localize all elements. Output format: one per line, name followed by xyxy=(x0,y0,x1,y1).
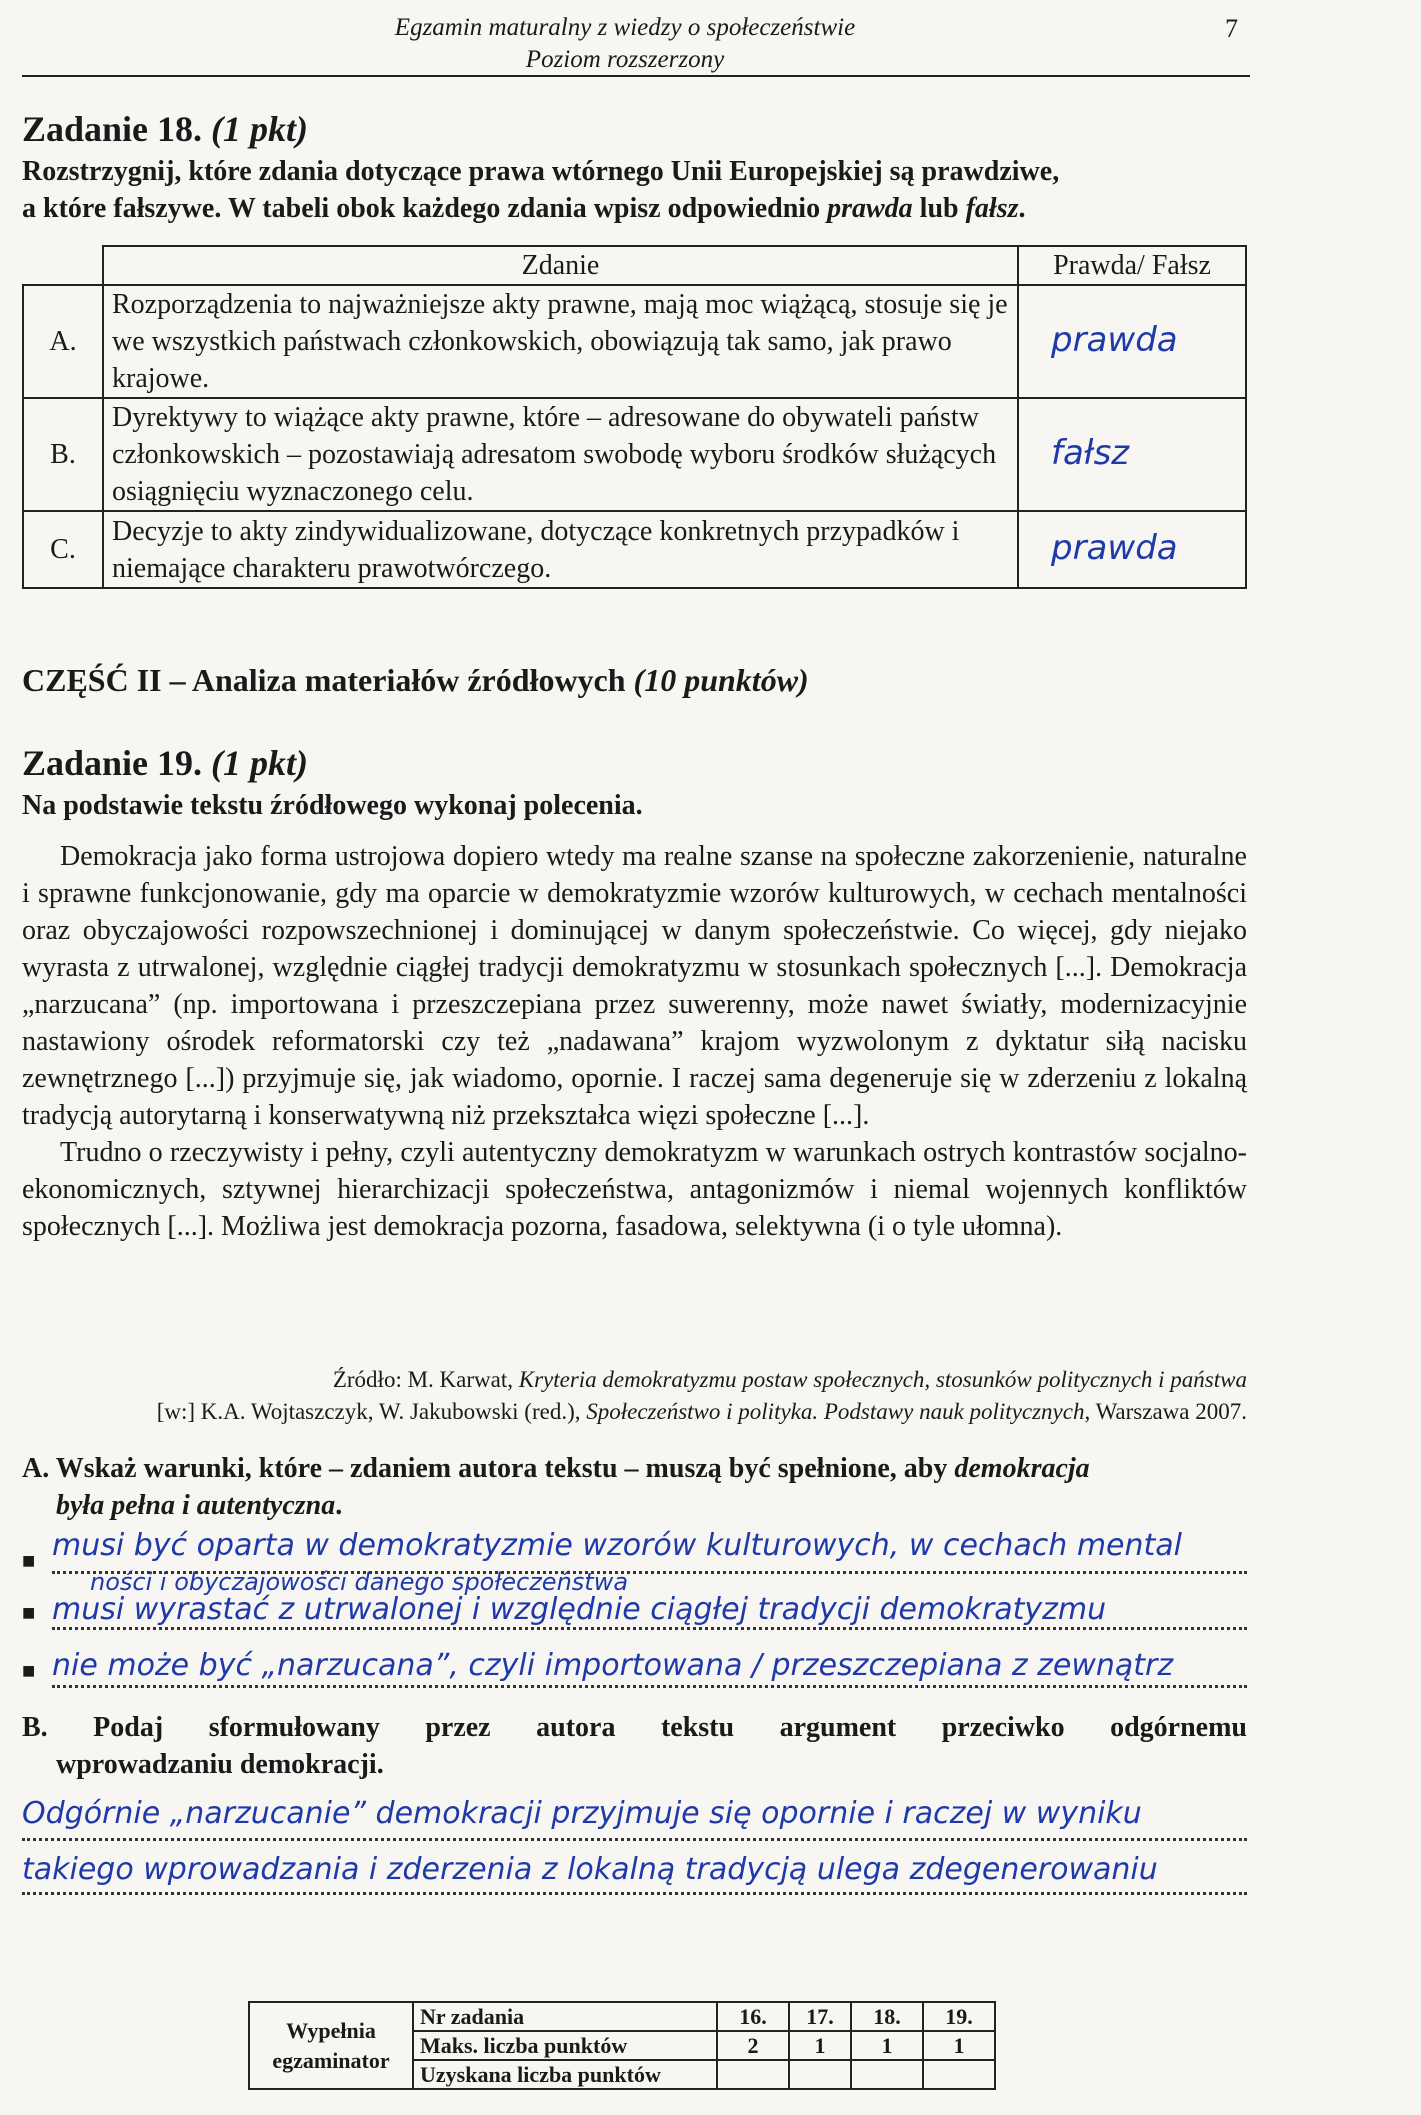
row-task-label: Nr zadania xyxy=(413,2002,717,2031)
score-cell[interactable] xyxy=(717,2060,789,2089)
table-row xyxy=(23,398,1246,511)
empty-corner xyxy=(23,246,103,285)
row-label: C. xyxy=(23,511,103,588)
row-answer[interactable]: prawda xyxy=(1018,285,1246,398)
task-number: 18. xyxy=(851,2002,923,2031)
score-cell[interactable] xyxy=(851,2060,923,2089)
bullet-icon: ■ xyxy=(22,1600,36,1625)
task-number: 16. xyxy=(717,2002,789,2031)
row-statement: Decyzje to akty zindywidualizowane, dotyczące konkretnych przypadków i niemające charakteru prawotwórczego. xyxy=(103,511,1018,588)
table-row xyxy=(23,511,1246,588)
col-statement: Zdanie xyxy=(103,246,1018,285)
bullet-icon: ■ xyxy=(22,1658,36,1683)
part2-title: CZĘŚĆ II – Analiza materiałów źródłowych (10 punktów) xyxy=(22,662,809,698)
row-max-label: Maks. liczba punktów xyxy=(413,2031,717,2060)
exam-level: Poziom rozszerzony xyxy=(525,46,725,73)
task18-title: Zadanie 18. (1 pkt) xyxy=(22,109,309,149)
partB-instruction-line2: wprowadzaniu demokracji. xyxy=(56,1749,384,1780)
answer-line[interactable]: musi być oparta w demokratyzmie wzorów kulturowych, w cechach mental xyxy=(52,1528,1183,1563)
max-points: 2 xyxy=(717,2031,789,2060)
task-number: 17. xyxy=(789,2002,851,2031)
row-answer[interactable]: fałsz xyxy=(1018,398,1246,511)
dotted-line xyxy=(52,1627,1247,1630)
source-citation: Źródło: M. Karwat, Kryteria demokratyzmu postaw społecznych, stosunków politycznych i państwa [w:] K.A. Wojtaszczyk, W. Jakubowski (red.), Społeczeństwo i polityka. Podstawy nauk politycznych, Warszawa 2007. xyxy=(156,1367,1247,1424)
task19-title: Zadanie 19. (1 pkt) xyxy=(22,743,309,783)
page-number: 7 xyxy=(1225,14,1238,43)
task19-instruction: Na podstawie tekstu źródłowego wykonaj polecenia. xyxy=(22,790,643,821)
table-row xyxy=(23,285,1246,398)
dotted-line xyxy=(52,1685,1247,1688)
bullet-icon: ■ xyxy=(22,1548,36,1573)
partB-instruction-line1: B. Podaj sformułowany przez autora tekstu argument przeciwko odgórnemu xyxy=(22,1712,1247,1743)
row-statement: Dyrektywy to wiążące akty prawne, które – adresowane do obywateli państw członkowskich – pozostawiają adresatom swobodę wyboru środków służących osiągnięciu wyznaczonego celu. xyxy=(103,398,1018,511)
answer-line[interactable]: takiego wprowadzania i zderzenia z lokalną tradycją ulega zdegenerowaniu xyxy=(22,1852,1158,1887)
max-points: 1 xyxy=(851,2031,923,2060)
header-rule xyxy=(22,75,1250,77)
task-number: 19. xyxy=(923,2002,995,2031)
row-label: A. xyxy=(23,285,103,398)
examiner-label: Wypełnia egzaminator xyxy=(249,2002,413,2089)
max-points: 1 xyxy=(789,2031,851,2060)
source-paragraph: Demokracja jako forma ustrojowa dopiero wtedy ma realne szanse na społeczne zakorzenienie, naturalne i sprawne funkcjonowanie, gdy ma oparcie w demokratyzmie wzorów kulturowych, w cechach mentalności oraz obyczajowości rozpowszechnionej i dominującej w danym społeczeństwie. Co więcej, gdy niejako wyrasta z utrwalonej, względnie ciągłej tradycji demokratyzmu w stosunkach społecznych [...]. Demokracja „narzucana” (np. importowana i przeszczepiana przez suwerenny, może nawet światły, modernizacyjnie nastawiony ośrodek reformatorski czy też „nadawana” krajom wyzwolonym z dyktatur siłą nacisku zewnętrznego [...]) przyjmuje się, jak wiadomo, opornie. I raczej sama degeneruje się w zderzeniu z lokalną tradycją autorytarną i konserwatywną niż przekształca więzi społeczne [...]. xyxy=(22,841,1247,1131)
dotted-line xyxy=(22,1838,1247,1841)
answer-line[interactable]: ności i obyczajowości danego społeczeństwa xyxy=(90,1568,629,1596)
source-text xyxy=(22,838,1247,1245)
score-table xyxy=(248,2001,996,2090)
source-paragraph: Trudno o rzeczywisty i pełny, czyli autentyczny demokratyzm w warunkach ostrych kontrastów socjalno-ekonomicznych, sztywnej hierarchizacji społeczeństwa, antagonizmów i niemal wojennych konfliktów społecznych [...]. Możliwa jest demokracja pozorna, fasadowa, selektywna (i o tyle ułomna). xyxy=(22,1137,1247,1242)
row-answer[interactable]: prawda xyxy=(1018,511,1246,588)
partA-instruction: A. Wskaż warunki, które – zdaniem autora tekstu – muszą być spełnione, aby demokracja była pełna i autentyczna. xyxy=(22,1453,1090,1521)
task18-table xyxy=(22,245,1247,589)
answer-line[interactable]: nie może być „narzucana”, czyli importowana / przeszczepiana z zewnątrz xyxy=(52,1648,1174,1683)
task18-instruction: Rozstrzygnij, które zdania dotyczące prawa wtórnego Unii Europejskiej są prawdziwe, a które fałszywe. W tabeli obok każdego zdania wpisz odpowiednio prawda lub fałsz. xyxy=(22,156,1060,224)
score-cell[interactable] xyxy=(923,2060,995,2089)
col-answer: Prawda/ Fałsz xyxy=(1018,246,1246,285)
exam-title: Egzamin maturalny z wiedzy o społeczeństwie xyxy=(394,14,856,41)
row-got-label: Uzyskana liczba punktów xyxy=(413,2060,717,2089)
row-label: B. xyxy=(23,398,103,511)
row-statement: Rozporządzenia to najważniejsze akty prawne, mają moc wiążącą, stosuje się je we wszystkich państwach członkowskich, obowiązują tak samo, jak prawo krajowe. xyxy=(103,285,1018,398)
max-points: 1 xyxy=(923,2031,995,2060)
answer-line[interactable]: Odgórnie „narzucanie” demokracji przyjmuje się opornie i raczej w wyniku xyxy=(22,1796,1142,1831)
answer-line[interactable]: musi wyrastać z utrwalonej i względnie ciągłej tradycji demokratyzmu xyxy=(52,1592,1107,1627)
score-cell[interactable] xyxy=(789,2060,851,2089)
dotted-line xyxy=(22,1892,1247,1895)
